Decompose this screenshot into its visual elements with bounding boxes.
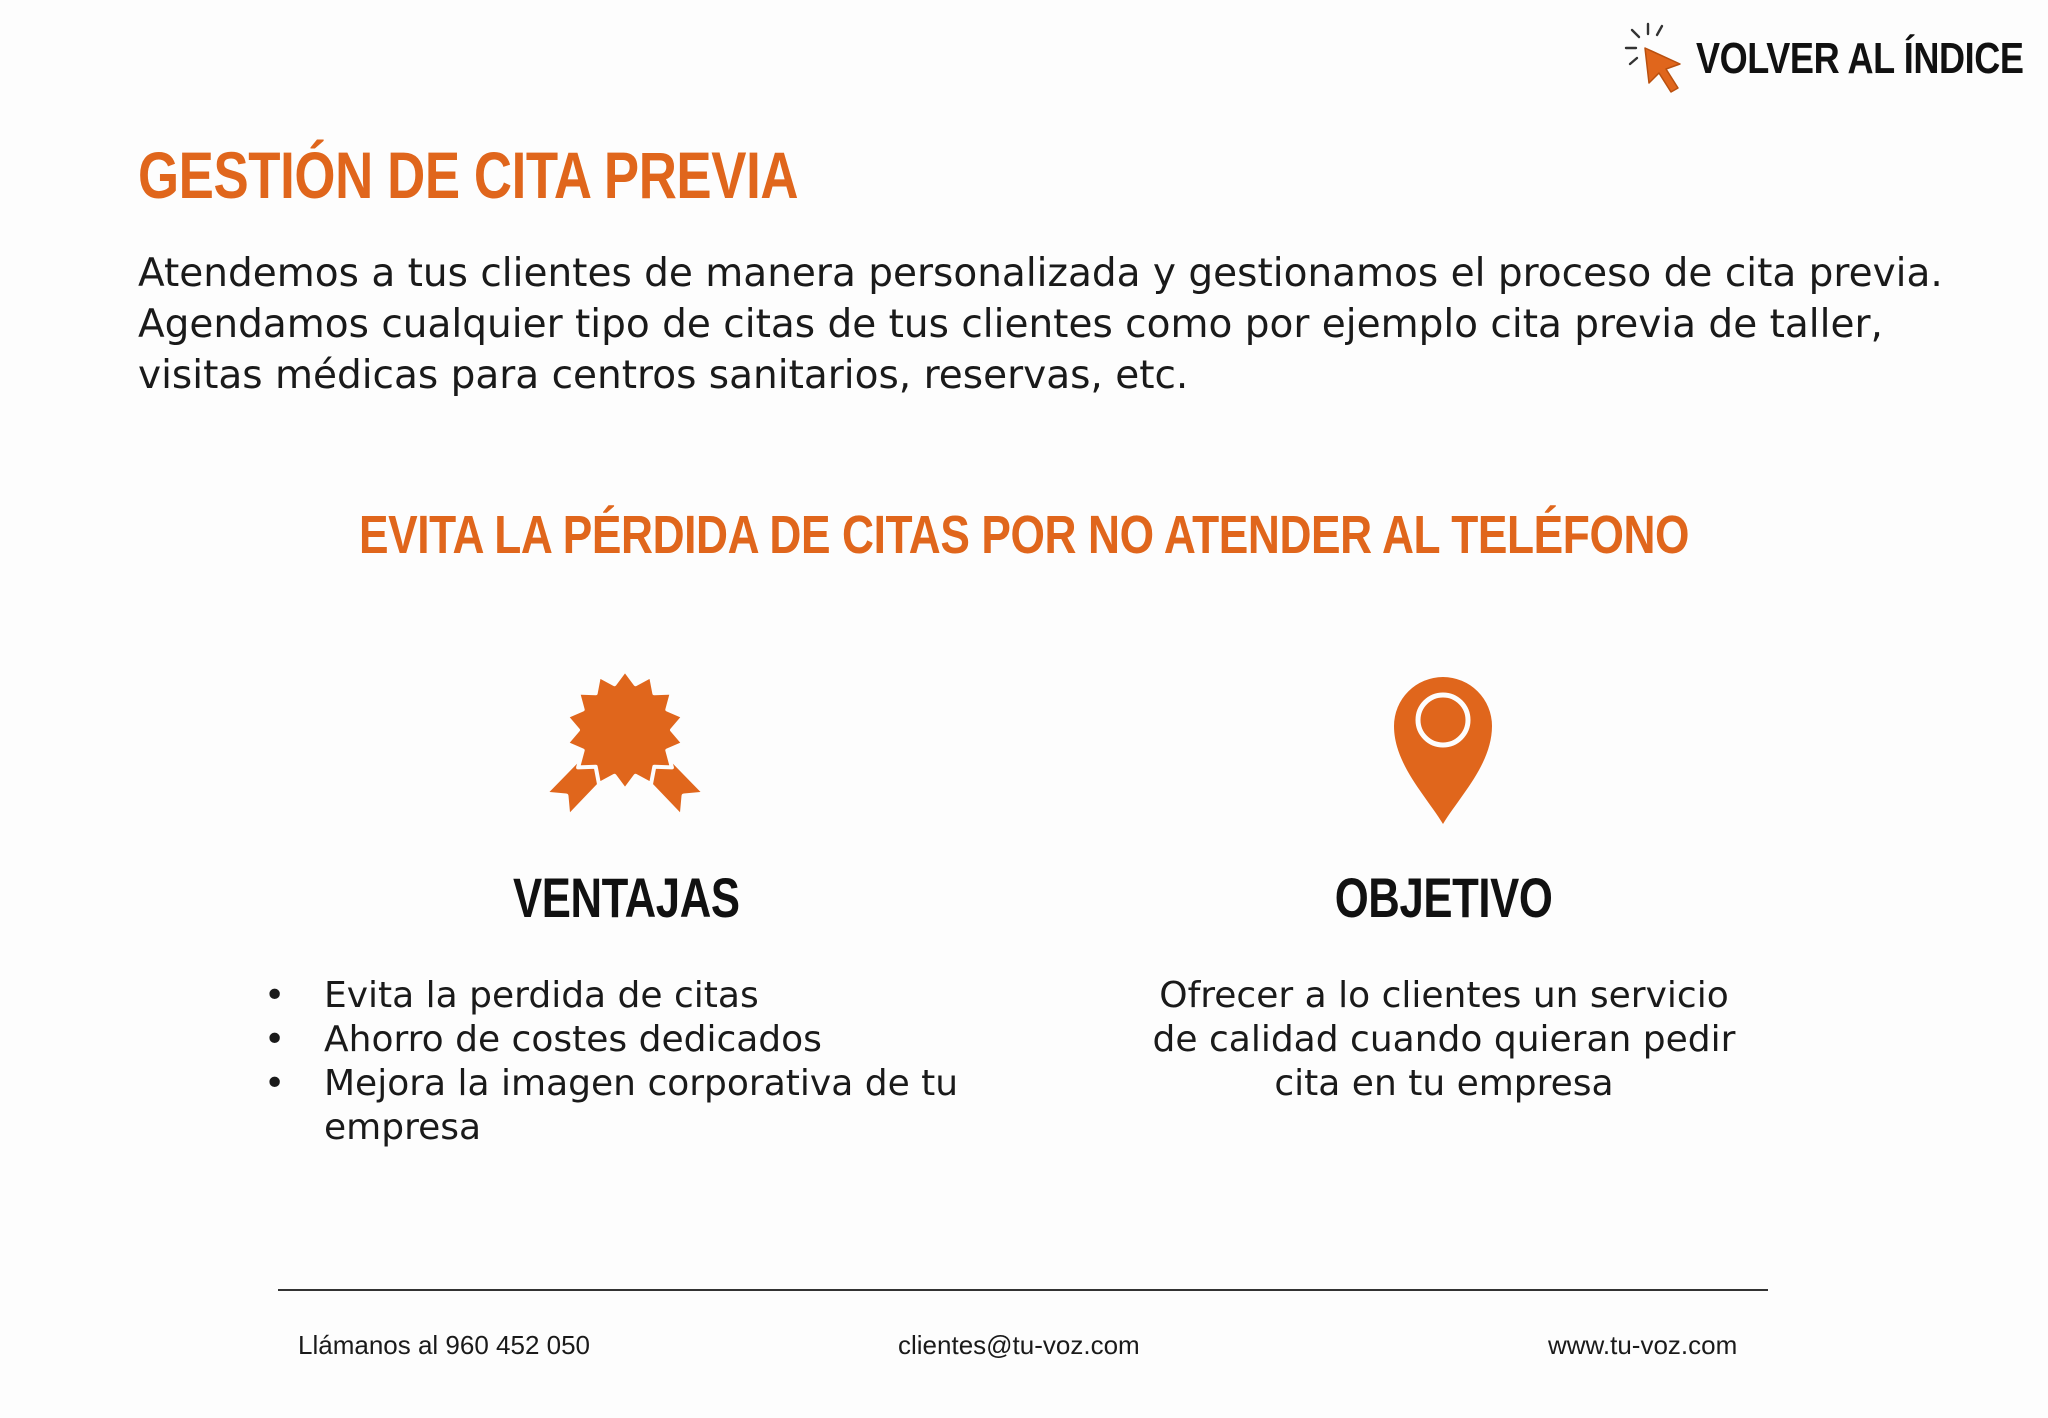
list-item: • Ahorro de costes dedicados bbox=[260, 1018, 980, 1062]
footer-website-link[interactable]: www.tu-voz.com bbox=[1548, 1330, 1738, 1360]
back-to-index-link[interactable] bbox=[1618, 18, 2048, 100]
back-link-label: VOLVER AL ÍNDICE bbox=[1696, 34, 2024, 83]
footer-email-link[interactable]: clientes@tu-voz.com bbox=[898, 1330, 1140, 1360]
ventajas-heading-text: VENTAJAS bbox=[512, 866, 740, 929]
ventajas-list bbox=[260, 974, 980, 1150]
objetivo-heading-text: OBJETIVO bbox=[1335, 866, 1553, 929]
award-badge-icon bbox=[540, 668, 710, 842]
footer-phone: Llámanos al 960 452 050 bbox=[298, 1330, 591, 1360]
objetivo-heading bbox=[1244, 866, 1644, 929]
objetivo-text: Ofrecer a lo clientes un servicio de calidad cuando quieran pedir cita en tu empresa bbox=[1152, 975, 1736, 1104]
location-pin-icon bbox=[1388, 668, 1498, 832]
list-item: • Evita la perdida de citas bbox=[260, 974, 980, 1018]
section-subtitle-text: EVITA LA PÉRDIDA DE CITAS POR NO ATENDER AL TELÉFONO bbox=[358, 505, 1690, 565]
page-title: GESTIÓN DE CITA PREVIA bbox=[138, 138, 799, 212]
cursor-click-icon bbox=[1618, 18, 1690, 100]
intro-paragraph: Atendemos a tus clientes de manera personalizada y gestionamos el proceso de cita previa. Agendamos cualquier tipo de citas de tus clientes como por ejemplo cita previa de taller, visitas médicas para centros sanitarios, reservas, etc. bbox=[138, 251, 1943, 398]
list-item: • Mejora la imagen corporativa de tu empresa bbox=[260, 1062, 980, 1150]
ventajas-heading bbox=[426, 866, 826, 929]
footer-divider bbox=[278, 1289, 1768, 1291]
section-subtitle bbox=[0, 505, 2048, 565]
